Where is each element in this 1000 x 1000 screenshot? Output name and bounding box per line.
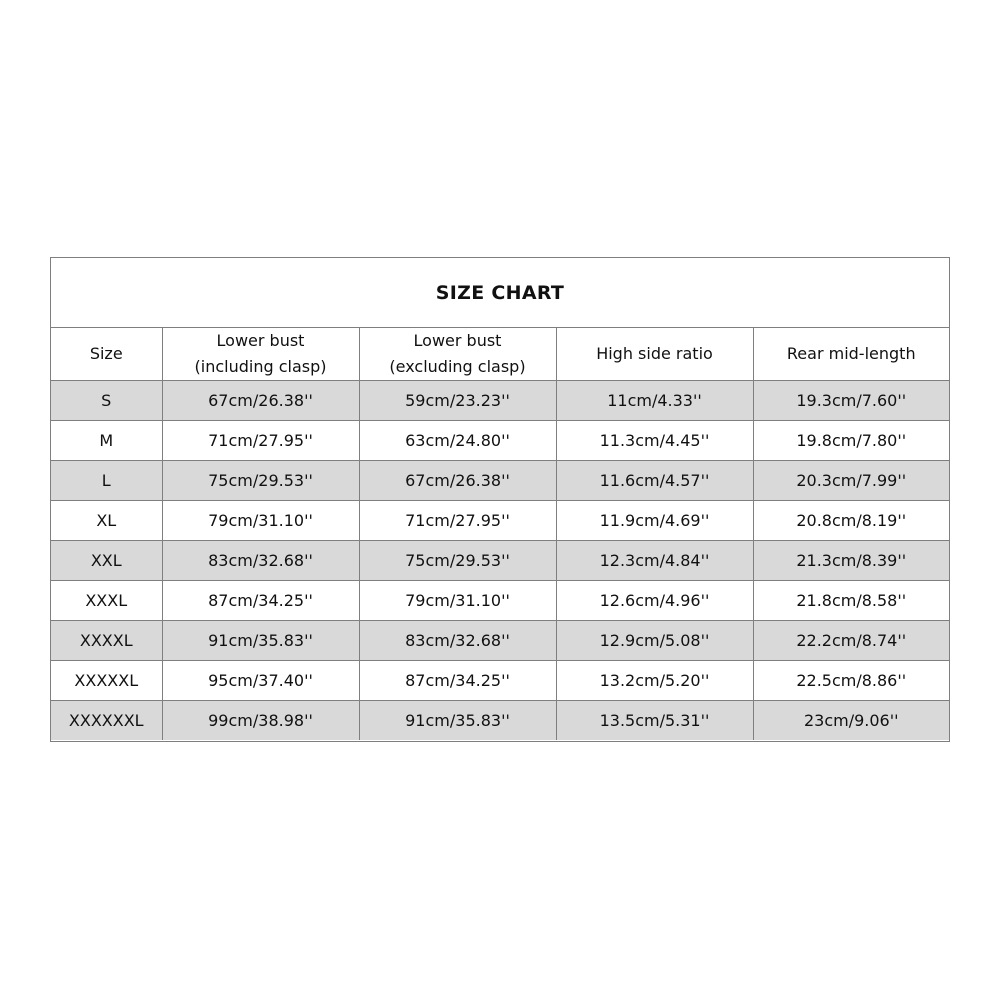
high-side-ratio-cell: 13.5cm/5.31'' [556, 701, 753, 741]
size-cell: XXXXXXL [51, 701, 162, 741]
table-row [51, 381, 949, 421]
size-cell: XXXL [51, 581, 162, 621]
header-lower-bust-excluding-line2: (excluding clasp) [389, 357, 526, 376]
lower-bust-including-cell: 71cm/27.95'' [162, 421, 359, 461]
size-cell: L [51, 461, 162, 501]
lower-bust-excluding-cell: 59cm/23.23'' [359, 381, 556, 421]
rear-mid-length-cell: 22.5cm/8.86'' [753, 661, 949, 701]
high-side-ratio-cell: 11.9cm/4.69'' [556, 501, 753, 541]
size-table [51, 328, 949, 740]
table-row [51, 581, 949, 621]
header-high-side-ratio-label: High side ratio [596, 344, 713, 363]
lower-bust-including-cell: 87cm/34.25'' [162, 581, 359, 621]
high-side-ratio-cell: 11cm/4.33'' [556, 381, 753, 421]
header-lower-bust-including-line1: Lower bust [216, 331, 305, 350]
lower-bust-including-cell: 83cm/32.68'' [162, 541, 359, 581]
header-row [51, 328, 949, 381]
table-row [51, 621, 949, 661]
high-side-ratio-cell: 12.6cm/4.96'' [556, 581, 753, 621]
lower-bust-including-cell: 67cm/26.38'' [162, 381, 359, 421]
table-row [51, 541, 949, 581]
header-rear-mid-length [753, 328, 949, 381]
size-cell: XXL [51, 541, 162, 581]
high-side-ratio-cell: 13.2cm/5.20'' [556, 661, 753, 701]
high-side-ratio-cell: 12.9cm/5.08'' [556, 621, 753, 661]
lower-bust-excluding-cell: 91cm/35.83'' [359, 701, 556, 741]
header-rear-mid-length-label: Rear mid-length [786, 344, 916, 363]
table-row [51, 421, 949, 461]
lower-bust-excluding-cell: 87cm/34.25'' [359, 661, 556, 701]
lower-bust-excluding-cell: 63cm/24.80'' [359, 421, 556, 461]
high-side-ratio-cell: 12.3cm/4.84'' [556, 541, 753, 581]
table-row [51, 461, 949, 501]
high-side-ratio-cell: 11.3cm/4.45'' [556, 421, 753, 461]
lower-bust-excluding-cell: 79cm/31.10'' [359, 581, 556, 621]
lower-bust-including-cell: 99cm/38.98'' [162, 701, 359, 741]
rear-mid-length-cell: 19.8cm/7.80'' [753, 421, 949, 461]
lower-bust-including-cell: 91cm/35.83'' [162, 621, 359, 661]
lower-bust-including-cell: 79cm/31.10'' [162, 501, 359, 541]
size-cell: XXXXL [51, 621, 162, 661]
header-lower-bust-excluding-line1: Lower bust [413, 331, 502, 350]
rear-mid-length-cell: 21.8cm/8.58'' [753, 581, 949, 621]
lower-bust-excluding-cell: 67cm/26.38'' [359, 461, 556, 501]
chart-title: SIZE CHART [51, 258, 949, 328]
table-row [51, 701, 949, 741]
size-cell: XXXXXL [51, 661, 162, 701]
header-lower-bust-excluding [359, 328, 556, 381]
lower-bust-excluding-cell: 75cm/29.53'' [359, 541, 556, 581]
high-side-ratio-cell: 11.6cm/4.57'' [556, 461, 753, 501]
lower-bust-excluding-cell: 83cm/32.68'' [359, 621, 556, 661]
rear-mid-length-cell: 20.3cm/7.99'' [753, 461, 949, 501]
rear-mid-length-cell: 19.3cm/7.60'' [753, 381, 949, 421]
header-high-side-ratio [556, 328, 753, 381]
rear-mid-length-cell: 22.2cm/8.74'' [753, 621, 949, 661]
header-size [51, 328, 162, 381]
header-lower-bust-including [162, 328, 359, 381]
table-row [51, 661, 949, 701]
lower-bust-excluding-cell: 71cm/27.95'' [359, 501, 556, 541]
size-cell: S [51, 381, 162, 421]
rear-mid-length-cell: 23cm/9.06'' [753, 701, 949, 741]
size-cell: XL [51, 501, 162, 541]
rear-mid-length-cell: 21.3cm/8.39'' [753, 541, 949, 581]
header-size-label: Size [89, 344, 123, 363]
lower-bust-including-cell: 95cm/37.40'' [162, 661, 359, 701]
size-cell: M [51, 421, 162, 461]
header-lower-bust-including-line2: (including clasp) [194, 357, 327, 376]
lower-bust-including-cell: 75cm/29.53'' [162, 461, 359, 501]
rear-mid-length-cell: 20.8cm/8.19'' [753, 501, 949, 541]
size-chart [50, 257, 950, 742]
table-row [51, 501, 949, 541]
